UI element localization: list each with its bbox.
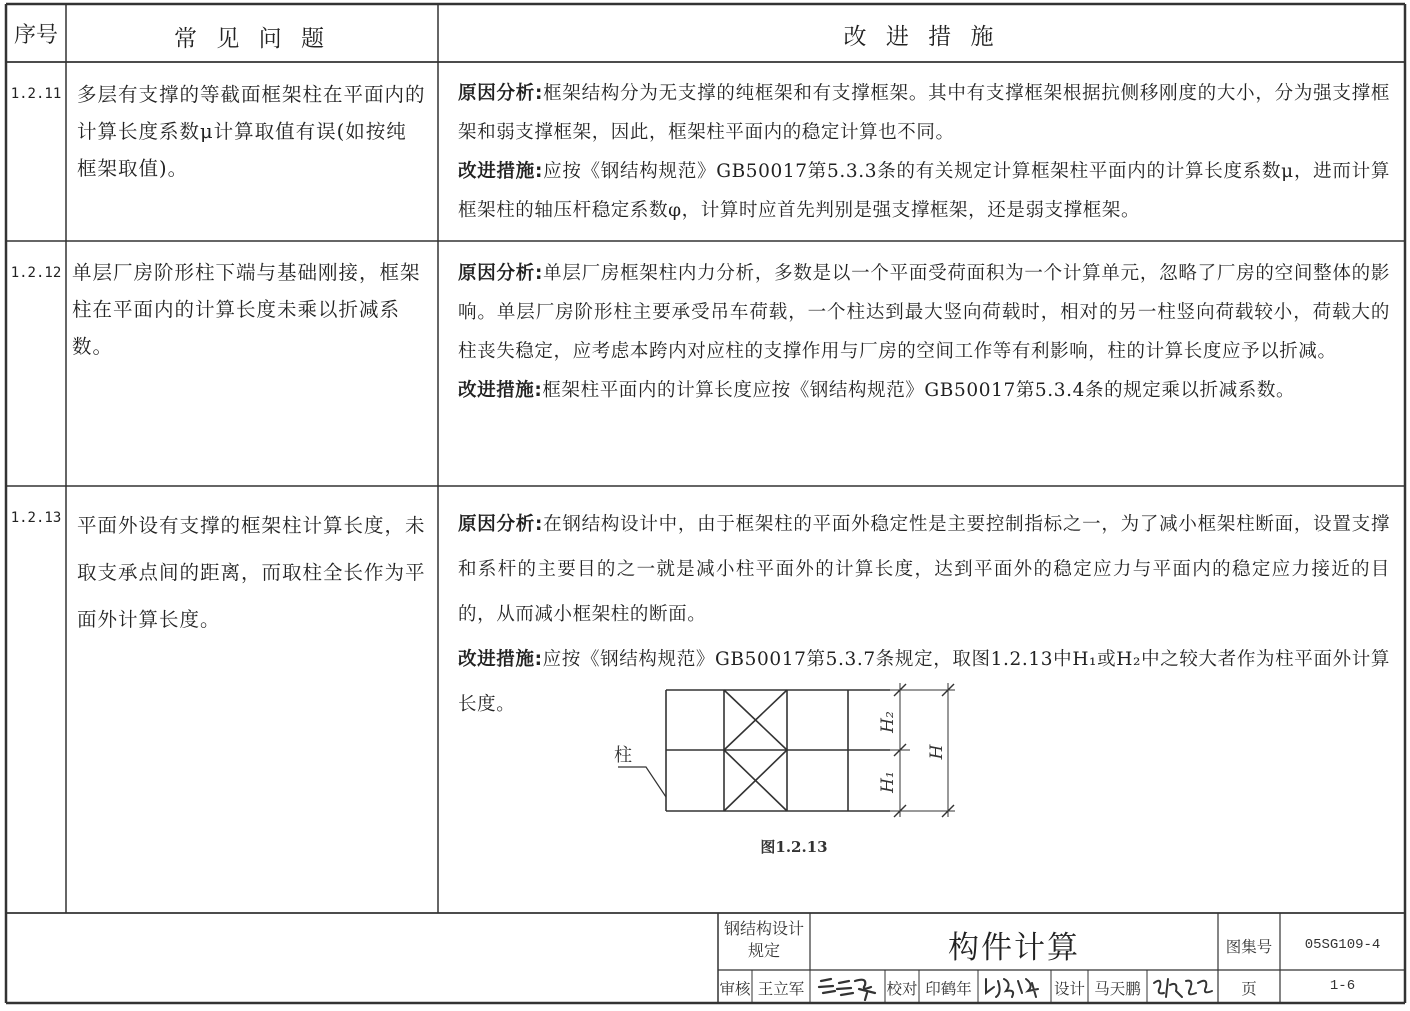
cause-text: 框架结构分为无支撑的纯框架和有支撑框架。其中有支撑框架根据抗侧移刚度的大小，分为强支撑框架和弱支撑框架，因此，框架柱平面内的稳定计算也不同。 (458, 83, 1390, 143)
atlas-number: 05SG109-4 (1304, 937, 1381, 953)
measure-block (458, 74, 1390, 230)
fix-label: 改进措施: (458, 649, 543, 670)
category-label: 钢结构设计规定 (724, 919, 805, 960)
cause-text: 在钢结构设计中，由于框架柱的平面外稳定性是主要控制指标之一，为了减小框架柱断面，设置支撑和系杆的主要目的之一就是减小柱平面外的计算长度，达到平面外的稳定应力与平面内的稳定应力接近的目的，从而减小框架柱的断面。 (458, 514, 1390, 625)
figure-caption: 图1.2.13 (760, 838, 828, 856)
cause-label: 原因分析: (458, 83, 543, 104)
fix-text: 框架柱平面内的计算长度应按《钢结构规范》GB50017第5.3.4条的规定乘以折减系数。 (542, 380, 1296, 401)
frame-bracing-figure (600, 680, 980, 860)
designer-signature (1150, 973, 1216, 1001)
row-number: 1.2.12 (10, 265, 62, 281)
design-label: 设计 (1053, 980, 1085, 998)
fix-label: 改进措施: (458, 161, 543, 182)
h1-label: H₁ (878, 771, 898, 793)
design-name: 马天鹏 (1094, 980, 1141, 998)
row-number: 1.2.13 (10, 510, 62, 526)
header-measure: 改 进 措 施 (843, 24, 1000, 50)
h-label: H (927, 744, 947, 760)
header-problem: 常 见 问 题 (174, 26, 330, 52)
page-label: 页 (1241, 980, 1257, 998)
fix-label: 改进措施: (458, 380, 543, 401)
header-no: 序号 (13, 23, 58, 48)
review-name: 王立军 (757, 980, 805, 998)
column-leader (618, 767, 666, 797)
checker-signature (982, 973, 1048, 1001)
check-name: 印鹤年 (925, 980, 972, 998)
sheet-title: 构件计算 (948, 930, 1080, 966)
check-label: 校对 (886, 980, 918, 998)
review-label: 审核 (719, 980, 751, 998)
row-number: 1.2.11 (10, 86, 62, 102)
problem-text: 多层有支撑的等截面框架柱在平面内的计算长度系数μ计算取值有误(如按纯框架取值)。 (77, 83, 426, 180)
fix-text: 应按《钢结构规范》GB50017第5.3.3条的有关规定计算框架柱平面内的计算长度系数μ，进而计算框架柱的轴压杆稳定系数φ，计算时应首先判别是强支撑框架，还是弱支撑框架。 (458, 161, 1390, 221)
measure-block (458, 254, 1390, 410)
reviewer-signature (815, 973, 881, 1001)
problem-text: 平面外设有支撑的框架柱计算长度，未取支承点间的距离，而取柱全长作为平面外计算长度。 (77, 514, 426, 631)
column-label: 柱 (614, 745, 632, 766)
cause-label: 原因分析: (458, 514, 543, 535)
cause-label: 原因分析: (458, 263, 543, 284)
atlas-label: 图集号 (1225, 938, 1273, 956)
cause-text: 单层厂房框架柱内力分析，多数是以一个平面受荷面积为一个计算单元，忽略了厂房的空间整体的影响。单层厂房阶形柱主要承受吊车荷载，一个柱达到最大竖向荷载时，相对的另一柱竖向荷载较小，荷载大的柱丧失稳定，应考虑本跨内对应柱的支撑作用与厂房的空间工作等有利影响，柱的计算长度应予以折减。 (458, 263, 1390, 362)
h2-label: H₂ (878, 711, 898, 733)
page-number: 1-6 (1329, 978, 1356, 994)
fix-text: 应按《钢结构规范》GB50017第5.3.7条规定，取图1.2.13中H₁或H₂中之较大者作为柱平面外计算长度。 (458, 649, 1390, 715)
problem-text: 单层厂房阶形柱下端与基础刚接，框架柱在平面内的计算长度未乘以折减系数。 (72, 261, 421, 358)
